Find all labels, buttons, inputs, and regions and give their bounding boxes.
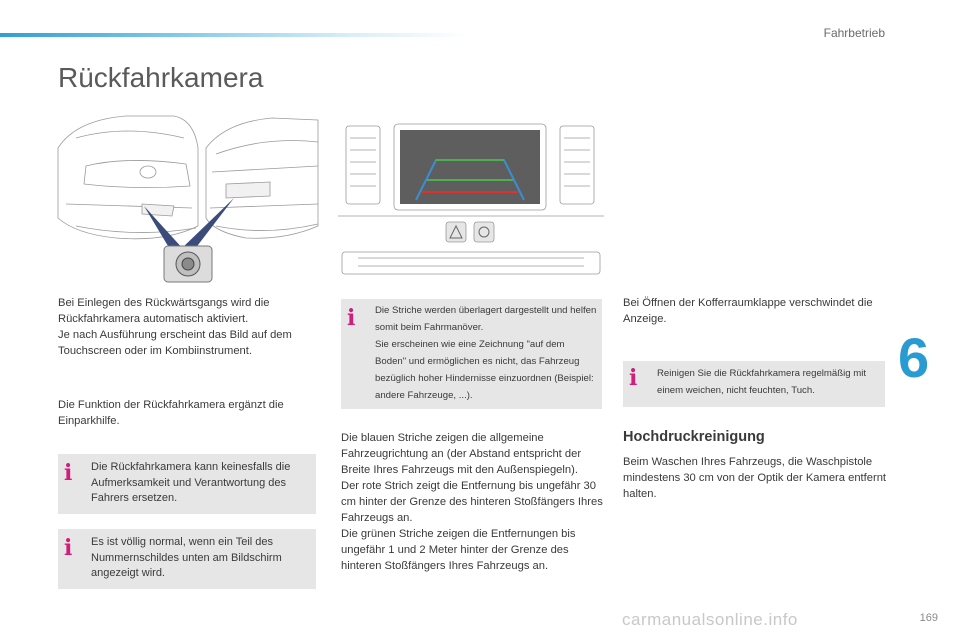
info-icon: i [629, 365, 638, 391]
info-box-text: Es ist völlig normal, wenn ein Teil des Nummernschildes unten am Bildschirm angezeigt wird. [91, 536, 282, 579]
header-accent-bar [0, 33, 470, 37]
info-icon: i [64, 460, 73, 486]
guide-lines-paragraph: Die blauen Striche zeigen die allgemeine Fahrzeugrichtung an (der Abstand entspricht der Breite Ihres Fahrzeugs mit den Außenspiegeln). Der rote Strich zeigt die Entfernung bis ungefähr 30 cm hinter der Grenze des hinteren Stoßfängers Ihres Fahrzeugs an. Die grünen Striche zeigen die Entfernungen bis ungefähr 1 und 2 Meter hinter der Grenze des hinteren Stoßfängers Ihres Fahrzeugs an. [341, 432, 603, 572]
einparkhilfe-paragraph: Die Funktion der Rückfahrkamera ergänzt die Einparkhilfe. [58, 399, 284, 427]
dashboard-screen-illustration [338, 120, 604, 280]
section-title: Fahrbetrieb [823, 26, 885, 40]
intro-paragraph: Bei Einlegen des Rückwärtsgangs wird die Rückfahrkamera automatisch aktiviert. Je nach Ausführung erscheint das Bild auf dem Touchscreen oder im Kombiinstrument. [58, 297, 292, 357]
hochdruck-paragraph: Beim Waschen Ihres Fahrzeugs, die Waschpistole mindestens 30 cm von der Optik der Kamera entfernt halten. [623, 456, 887, 500]
page-number: 169 [919, 612, 938, 624]
info-icon: i [347, 305, 356, 331]
page-title: Rückfahrkamera [58, 62, 264, 93]
info-box-striche [341, 299, 602, 409]
info-box-text: Reinigen Sie die Rückfahrkamera regelmäßig mit einem weichen, nicht feuchten, Tuch. [657, 368, 867, 396]
watermark: carmanualsonline.info [622, 610, 798, 629]
section-heading-hochdruckreinigung: Hochdruckreinigung [623, 429, 765, 445]
info-box-text: Die Rückfahrkamera kann keinesfalls die Aufmerksamkeit und Verantwortung des Fahrers ersetzen. [91, 461, 291, 504]
info-box-nummernschild [58, 529, 316, 589]
info-icon: i [64, 535, 73, 561]
rear-camera-illustration [56, 108, 320, 286]
info-box-text: Die Striche werden überlagert dargestellt und helfen somit beim Fahrmanöver. Sie erscheinen wie eine Zeichnung "auf dem Boden" und ermöglichen es nicht, das Fahrzeug bezüglich hoher Hindernisse einzuordnen (Beispiel: andere Fahrzeuge, ...). [375, 305, 597, 401]
info-box-reinigen [623, 361, 885, 407]
info-box-attention [58, 454, 316, 514]
kofferraum-paragraph: Bei Öffnen der Kofferraumklappe verschwindet die Anzeige. [623, 297, 873, 325]
chapter-number: 6 [898, 326, 930, 389]
